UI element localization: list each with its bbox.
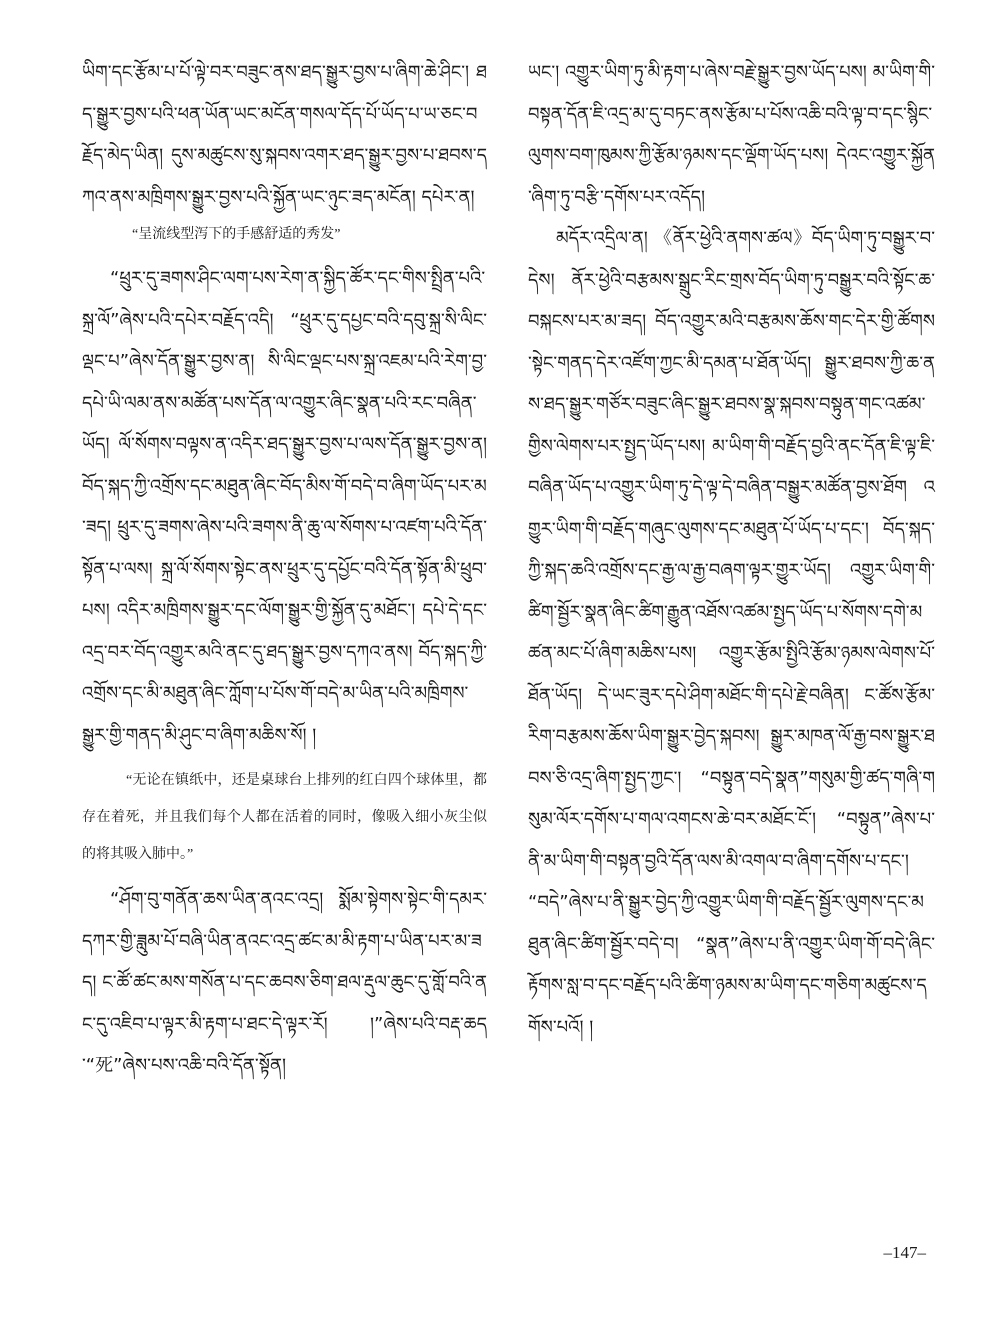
body-paragraph: “ཤོག་བུ་གནོན་ཆས་ཡིན་ནའང་འདྲ། སྨོམ་སྟེགས་སྟེང་གི་དམར་དཀར་གྱི་ཟླུམ་པོ་བཞི་ཡིན་ནའང་འདྲ་ཚང་མ་མི་རྟག་པ་ཡིན་པར་མ་ཟད། ང་ཚོ་ཚང་མས་གསོན་པ་དང་ཆབས་ཅིག་ཐལ་རྡུལ་ཆུང་དུ་གློ་བའི་ནང་དུ་འཇིབ་པ་ལྟར་མི་རྟག་པ་ཐང་དེ་ལྟར་རོ། །”ཞེས་པའི་བརྡ་ཆད་“死”ཞེས་པས་འཆི་བའི་དོན་སྟོན། (82, 889, 487, 1076)
page-number: –147– (883, 1243, 926, 1262)
chinese-example-caption: “呈流线型泻下的手感舒适的秀发” (132, 227, 341, 242)
body-paragraph: “ཕྲུར་དུ་ཟགས་ཤིང་ལག་པས་རེག་ན་སྐྱིད་ཚོར་དང་གིས་སྤྲིན་པའི་སྐྲ་ལོ”ཞེས་པའི་དཔེར་བརྗོད་འདི། “ཕྲུར་དུ་དཔྱང་བའི་དབུ་སྐྲ་སི་ལིང་ལྡང་པ”ཞེས་དོན་སྒྱུར་བྱས་ན། སི་ལིང་ལྡང་པས་སྐྲ་འཇམ་པའི་རེག་བྱ་དཔེ་ཡི་ལམ་ནས་མཚོན་པས་དོན་ལ་འགྱུར་ཞིང་སྣན་པའི་རང་བཞིན་ཡོད། ལོ་སོགས་བལྟས་ན་འདིར་ཐད་སྒྱུར་བྱས་པ་ལས་དོན་སྒྱུར་བྱས་ན། བོད་སྐད་ཀྱི་འགྲོས་དང་མཐུན་ཞིང་བོད་མིས་གོ་བདེ་བ་ཞིག་ཡོད་པར་མ་ཟད། ཕྲུར་དུ་ཟགས་ཞེས་པའི་ཟགས་ནི་ཆུ་ལ་སོགས་པ་འཛག་པའི་དོན་སྟོན་པ་ལས། སྐྲ་ལོ་སོགས་སྟེང་ནས་ཕྲུར་དུ་དཔྱོང་བའི་དོན་སྟོན་མི་ཕྲུབ་པས། འདིར་མཁྲིགས་སྒྱུར་དང་ལོག་སྒྱུར་གྱི་སྐྱོན་དུ་མཐོང་། དཔེ་དེ་དང་འདྲ་བར་བོད་འགྱུར་མའི་ནང་དུ་ཐད་སྒྱུར་བྱས་དཀའ་ནས། བོད་སྐད་ཀྱི་འགྲོས་དང་མི་མཐུན་ཞིང་ཀློག་པ་པོས་གོ་བདེ་མ་ཡིན་པའི་མཁྲིགས་སྒྱུར་གྱི་གནད་མི་ཤུང་བ་ཞིག་མཆིས་སོ། ། (82, 268, 487, 746)
right-column (528, 52, 935, 1048)
body-paragraph: ཡིག་དང་རྩོམ་པ་པོ་ལྟེ་བར་བཟུང་ནས་ཐད་སྒྱུར་བྱས་པ་ཞིག་ཆེ་ཤིང་། ཐད་སྒྱུར་བྱས་པའི་ཕན་ཡོན་ཡང་མངོན་གསལ་དོད་པོ་ཡོད་པ་ཡ་ཅང་བརྗོད་མེད་ཡིན། དུས་མཚུངས་སུ་སྐབས་འགར་ཐད་སྒྱུར་བྱས་པ་ཐབས་དཀའ་ནས་མཁྲིགས་སྒྱུར་བྱས་པའི་སྐྱོན་ཡང་ཉུང་ཟད་མངོན། དཔེར་ན། (82, 62, 487, 208)
left-column (82, 52, 487, 1087)
body-paragraph: མདོར་འདྲིལ་ན། 《ནོར་ཕྱེའི་ནགས་ཚལ》བོད་ཡིག་ཏུ་བསྒྱུར་བ་དེས། ནོར་ཕྱེའི་བརྩམས་སྒྲུང་རིང་གྲས་བོད་ཡིག་ཏུ་བསྒྱུར་བའི་སྟོང་ཆ་བསྐངས་པར་མ་ཟད། བོད་འགྱུར་མའི་བརྩམས་ཆོས་གང་དེར་གྱི་ཚོགས་སྟེང་གནད་དེར་འཛོག་ཀྱང་མི་དམན་པ་ཐོན་ཡོད། སྒྱུར་ཐབས་ཀྱི་ཆ་ནས་ཐད་སྒྱུར་གཙོར་བཟུང་ཞིང་སྒྱུར་ཐབས་སྣ་སྐབས་བསྟུན་གང་འཚམ་གྱིས་ལེགས་པར་སྤྱད་ཡོད་པས། མ་ཡིག་གི་བརྗོད་བྱའི་ནང་དོན་ཇི་ལྟ་ཇི་བཞིན་ཡོད་པ་འགྱུར་ཡིག་ཏུ་དེ་ལྟ་དེ་བཞིན་བསྒྱུར་མཚོན་བྱས་ཐོག འགྱུར་ཡིག་གི་བརྗོད་གཞུང་ལུགས་དང་མཐུན་པོ་ཡོད་པ་དང་། བོད་སྐད་ཀྱི་སྐད་ཆའི་འགྲོས་དང་རྒྱ་ལ་རྒྱ་བཞག་ལྟར་གྱུར་ཡོད། འགྱུར་ཡིག་གི་ཚིག་སྦྱོར་སྣན་ཞིང་ཚིག་རྒྱུན་འཐོས་འཚམ་སྤྱད་ཡོད་པ་སོགས་དགེ་མཚན་མང་པོ་ཞིག་མཆིས་པས། འགྱུར་རྩོམ་སྤྱིའི་རྩོམ་ཉམས་ལེགས་པོ་ཐོན་ཡོད། དེ་ཡང་ཟུར་དཔེ་ཤིག་མཐོང་གི་དཔེ་རྗེ་བཞིན། ང་ཚོས་རྩོམ་རིག་བརྩམས་ཆོས་ཡིག་སྒྱུར་བྱེད་སྐབས། སྒྱུར་མཁན་ལོ་རྒྱ་བས་སྒྱུར་ཐབས་ཅི་འདྲ་ཞིག་སྤྱད་ཀྱང་། “བསྟུན་བདེ་སྣན”གསུམ་གྱི་ཚད་གཞི་གསུམ་ལོར་དགོས་པ་གལ་འགངས་ཆེ་བར་མཐོང་ངོ་། “བསྟུན”ཞེས་པ་ནི་མ་ཡིག་གི་བསྟན་བྱའི་དོན་ལས་མི་འགལ་བ་ཞིག་དགོས་པ་དང་། “བདེ”ཞེས་པ་ནི་སྒྱུར་བྱེད་ཀྱི་འགྱུར་ཡིག་གི་བརྗོད་སྦྱོར་ལུགས་དང་མཐུན་ཞིང་ཚིག་སྦྱོར་བདེ་བ། “སྣན”ཞེས་པ་ནི་འགྱུར་ཡིག་གོ་བདེ་ཞིང་རྟོགས་སླ་བ་དང་བརྗོད་པའི་ཚིག་ཉམས་མ་ཡིག་དང་གཅིག་མཚུངས་དགོས་པའོ། ། (528, 228, 935, 1038)
body-paragraph: ཡང་། འགྱུར་ཡིག་ཏུ་མི་རྟག་པ་ཞེས་བརྗེ་སྒྱུར་བྱས་ཡོད་པས། མ་ཡིག་གི་བསྟན་དོན་ཇི་འདྲ་མ་དུ་བཏང་ནས་རྩོམ་པ་པོས་འཆི་བའི་ལྟ་བ་དང་སྙིང་ལུགས་བག་ཁུམས་ཀྱི་རྩོམ་ཉམས་དང་ལྡོག་ཡོད་པས། དེའང་འགྱུར་སྐྱོན་ཞིག་ཏུ་བརྩི་དགོས་པར་འདོད། (528, 62, 935, 208)
chinese-example-quote: “无论在镇纸中，还是桌球台上排列的红白四个球体里，都存在着死，并且我们每个人都在活着的同时，像吸入细小灰尘似的将其吸入肺中。” (82, 773, 487, 862)
